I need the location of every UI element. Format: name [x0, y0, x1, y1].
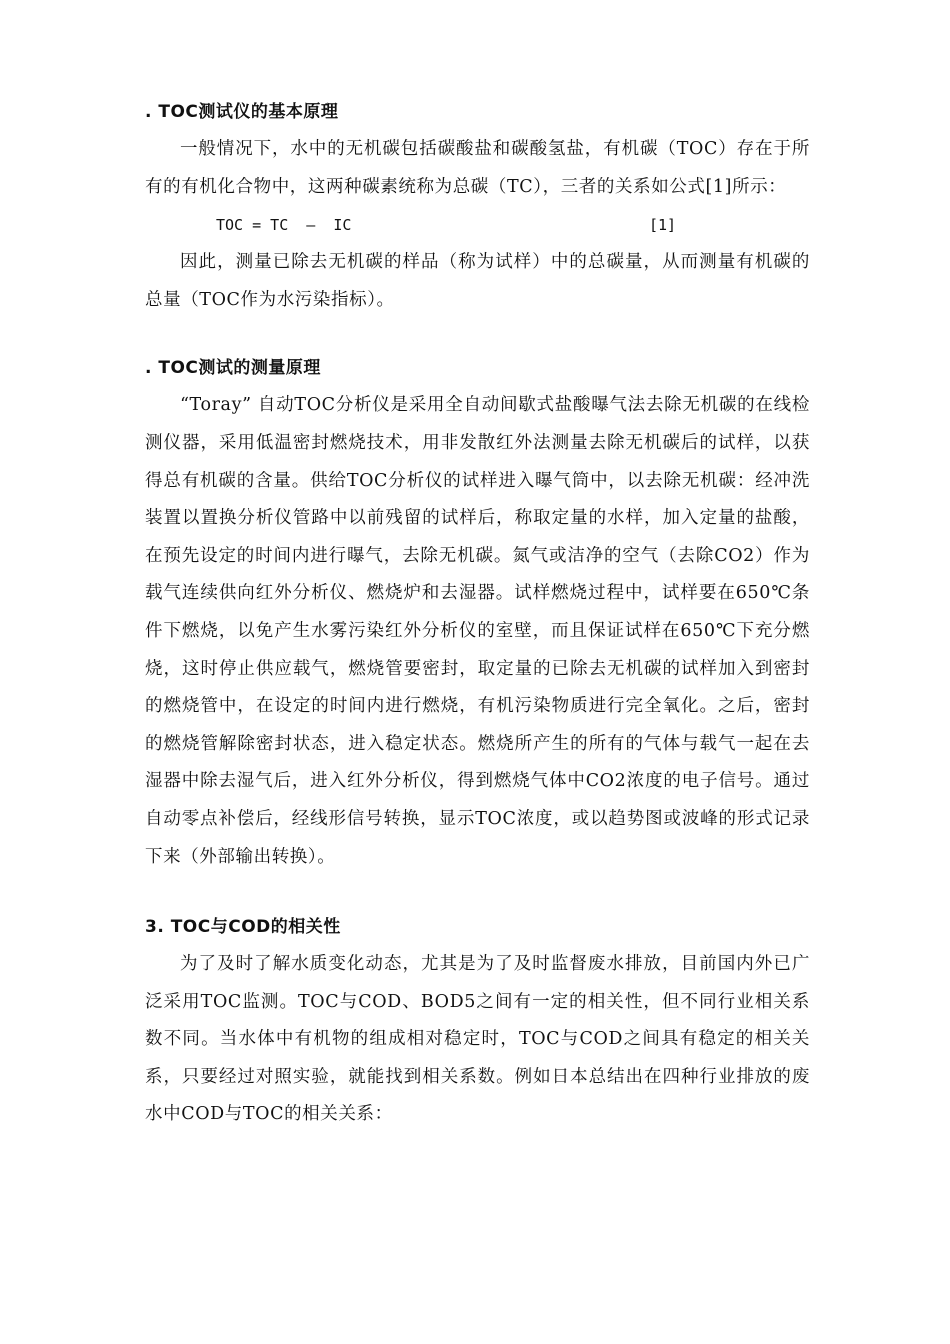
- formula-expression: TOC = TC – IC: [216, 216, 352, 235]
- section-heading: . TOC测试的测量原理: [145, 358, 321, 379]
- formula-number: [1]: [649, 216, 677, 235]
- spacer: [145, 876, 810, 912]
- section-toc-measurement-principle: [145, 353, 810, 876]
- section-heading: . TOC测试仪的基本原理: [145, 102, 339, 122]
- spacer: [145, 319, 810, 353]
- section-toc-cod-correlation: [145, 912, 810, 1134]
- document-body: [145, 97, 810, 1134]
- section-heading: 3. TOC与COD的相关性: [145, 917, 341, 938]
- paragraph: “Toray” 自动TOC分析仪是采用全自动间歇式盐酸曝气法去除无机碳的在线检测仪器，采用低温密封燃烧技术，用非发散红外法测量去除无机碳后的试样，以获得总有机碳的含量。供给TOC分析仪的试样进入曝气筒中，以去除无机碳：经冲洗装置以置换分析仪管路中以前残留的试样后，称取定量的水样，加入定量的盐酸，在预先设定的时间内进行曝气，去除无机碳。氮气或洁净的空气（去除CO2）作为载气连续供向红外分析仪、燃烧炉和去湿器。试样燃烧过程中，试样要在650℃条件下燃烧，以免产生水雾污染红外分析仪的室壁，而且保证试样在650℃下充分燃烧，这时停止供应载气，燃烧管要密封，取定量的已除去无机碳的试样加入到密封的燃烧管中，在设定的时间内进行燃烧，有机污染物质进行完全氧化。之后，密封的燃烧管解除密封状态，进入稳定状态。燃烧所产生的所有的气体与载气一起在去湿器中除去湿气后，进入红外分析仪，得到燃烧气体中CO2浓度的电子信号。通过自动零点补偿后，经线形信号转换，显示TOC浓度，或以趋势图或波峰的形式记录下来（外部输出转换）。: [145, 395, 810, 867]
- paragraph: 一般情况下，水中的无机碳包括碳酸盐和碳酸氢盐，有机碳（TOC）存在于所有的有机化合物中，这两种碳素统称为总碳（TC），三者的关系如公式[1]所示：: [145, 139, 810, 197]
- paragraph: 为了及时了解水质变化动态，尤其是为了及时监督废水排放，目前国内外已广泛采用TOC监测。TOC与COD、BOD5之间有一定的相关性，但不同行业相关系数不同。当水体中有机物的组成相对稳定时，TOC与COD之间具有稳定的相关关系，只要经过对照实验，就能找到相关系数。例如日本总结出在四种行业排放的废水中COD与TOC的相关关系：: [145, 954, 810, 1125]
- formula-line: [145, 206, 810, 244]
- section-toc-basic-principle: [145, 97, 810, 319]
- paragraph: 因此，测量已除去无机碳的样品（称为试样）中的总碳量，从而测量有机碳的总量（TOC作为水污染指标）。: [145, 252, 810, 310]
